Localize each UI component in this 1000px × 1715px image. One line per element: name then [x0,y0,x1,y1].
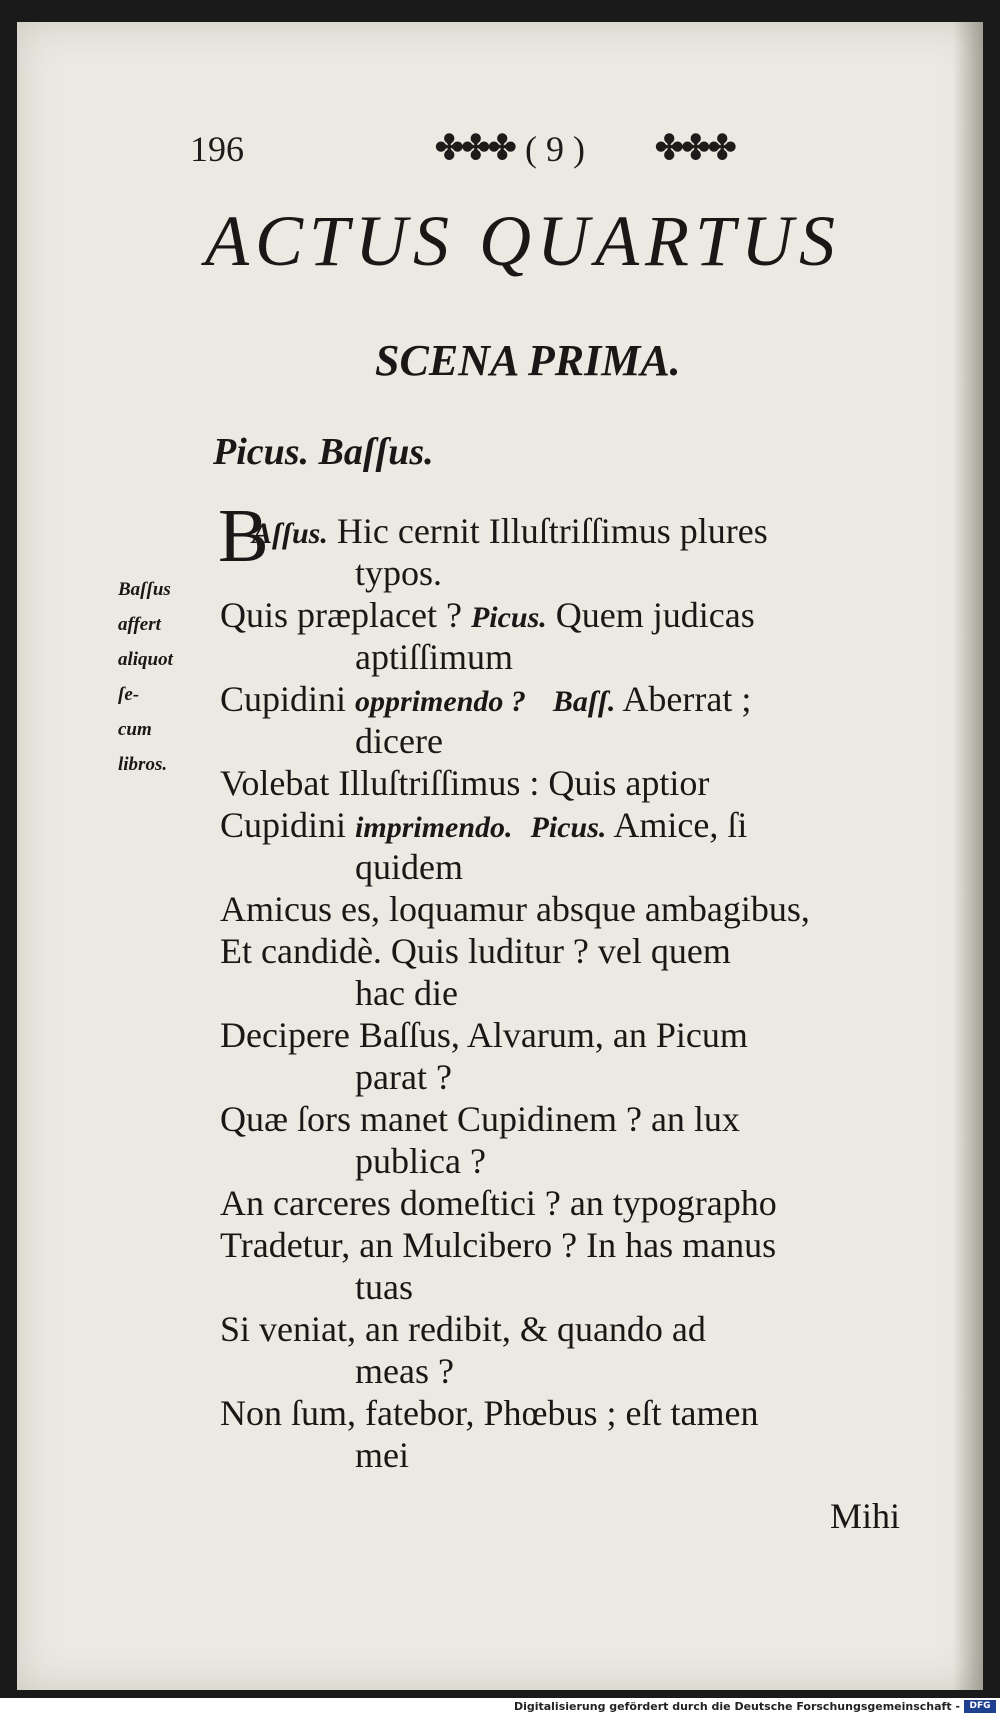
verse-text-segment: Cupidini [220,679,356,719]
verse-line: quidem [355,847,463,887]
speaker-name: Aſſus. [252,517,328,550]
italic-word: opprimendo ? [355,685,526,718]
signature-mark: ( 9 ) [525,129,585,169]
act-title: ACTUS QUARTUS [205,201,842,281]
verse-line: mei [355,1435,409,1475]
verse-line: Amicus es, loquamur absque ambagibus, [220,889,810,929]
speaker-name: Picus. [530,811,607,844]
verse-line: hac die [355,973,458,1013]
verse-line: An carceres domeſtici ? an typographo [220,1183,777,1223]
verse-line [220,594,940,636]
verse-line [220,510,940,552]
margin-note-line: aliquot [118,649,173,670]
dramatis-personae: Picus. Baſſus. [213,431,434,473]
running-header [190,128,735,178]
margin-note-line: ſe- [118,684,140,705]
verse-line: Non ſum, fatebor, Phœbus ; eſt tamen [220,1393,759,1433]
verse-line: tuas [355,1267,413,1307]
verse-line: Tradetur, an Mulcibero ? In has manus [220,1225,777,1265]
verse-line: Et candidè. Quis luditur ? vel quem [220,931,731,971]
verse-line [220,678,940,720]
italic-word: imprimendo. [355,811,513,844]
catchword: Mihi [830,1496,901,1536]
binding-shadow [953,22,983,1690]
verse-text-segment: Hic cernit Illuſtriſſimus plures [327,511,768,551]
verse-line: publica ? [355,1141,486,1181]
verse-line: typos. [355,553,443,593]
funding-credit: Digitalisierung gefördert durch die Deutsche Forschungsgemeinschaft - [513,1700,960,1713]
verse-line: Decipere Baſſus, Alvarum, an Picum [220,1015,748,1055]
ornament-left-icon: ✤✤✤ [435,128,515,168]
margin-note-line: affert [118,614,161,635]
verse-line: aptiſſimum [355,637,513,677]
footer-bar [0,1698,1000,1715]
verse-line [220,804,940,846]
dfg-logo: DFG [964,1700,996,1713]
verse-line: parat ? [355,1057,452,1097]
page-number: 196 [190,129,244,169]
verse-text-segment: Quis præplacet ? [220,595,471,635]
verse-line: Si veniat, an redibit, & quando ad [220,1309,706,1349]
speaker-name: Picus. [470,601,547,634]
verse-line: Quæ ſors manet Cupidinem ? an lux [220,1099,740,1139]
margin-note-line: libros. [118,754,168,775]
verse-text-segment: Cupidini [220,805,356,845]
margin-note-line: Baſſus [118,579,171,600]
stage-direction-margin-note [118,572,218,782]
margin-note-line: cum [118,719,152,740]
drop-capital: B [218,494,269,578]
verse-line: Volebat Illuſtriſſimus : Quis aptior [220,763,710,803]
scene-title: SCENA PRIMA. [375,336,681,385]
ornament-right-icon: ✤✤✤ [655,128,735,168]
verse-text-segment: Amice, ſi [606,805,748,845]
verse-line: dicere [355,721,443,761]
verse-text [218,494,940,1476]
verse-text-segment: Quem judicas [546,595,755,635]
verse-text-segment: Aberrat ; [615,679,752,719]
speaker-name: Baſſ. [552,685,616,718]
verse-line: meas ? [355,1351,454,1391]
